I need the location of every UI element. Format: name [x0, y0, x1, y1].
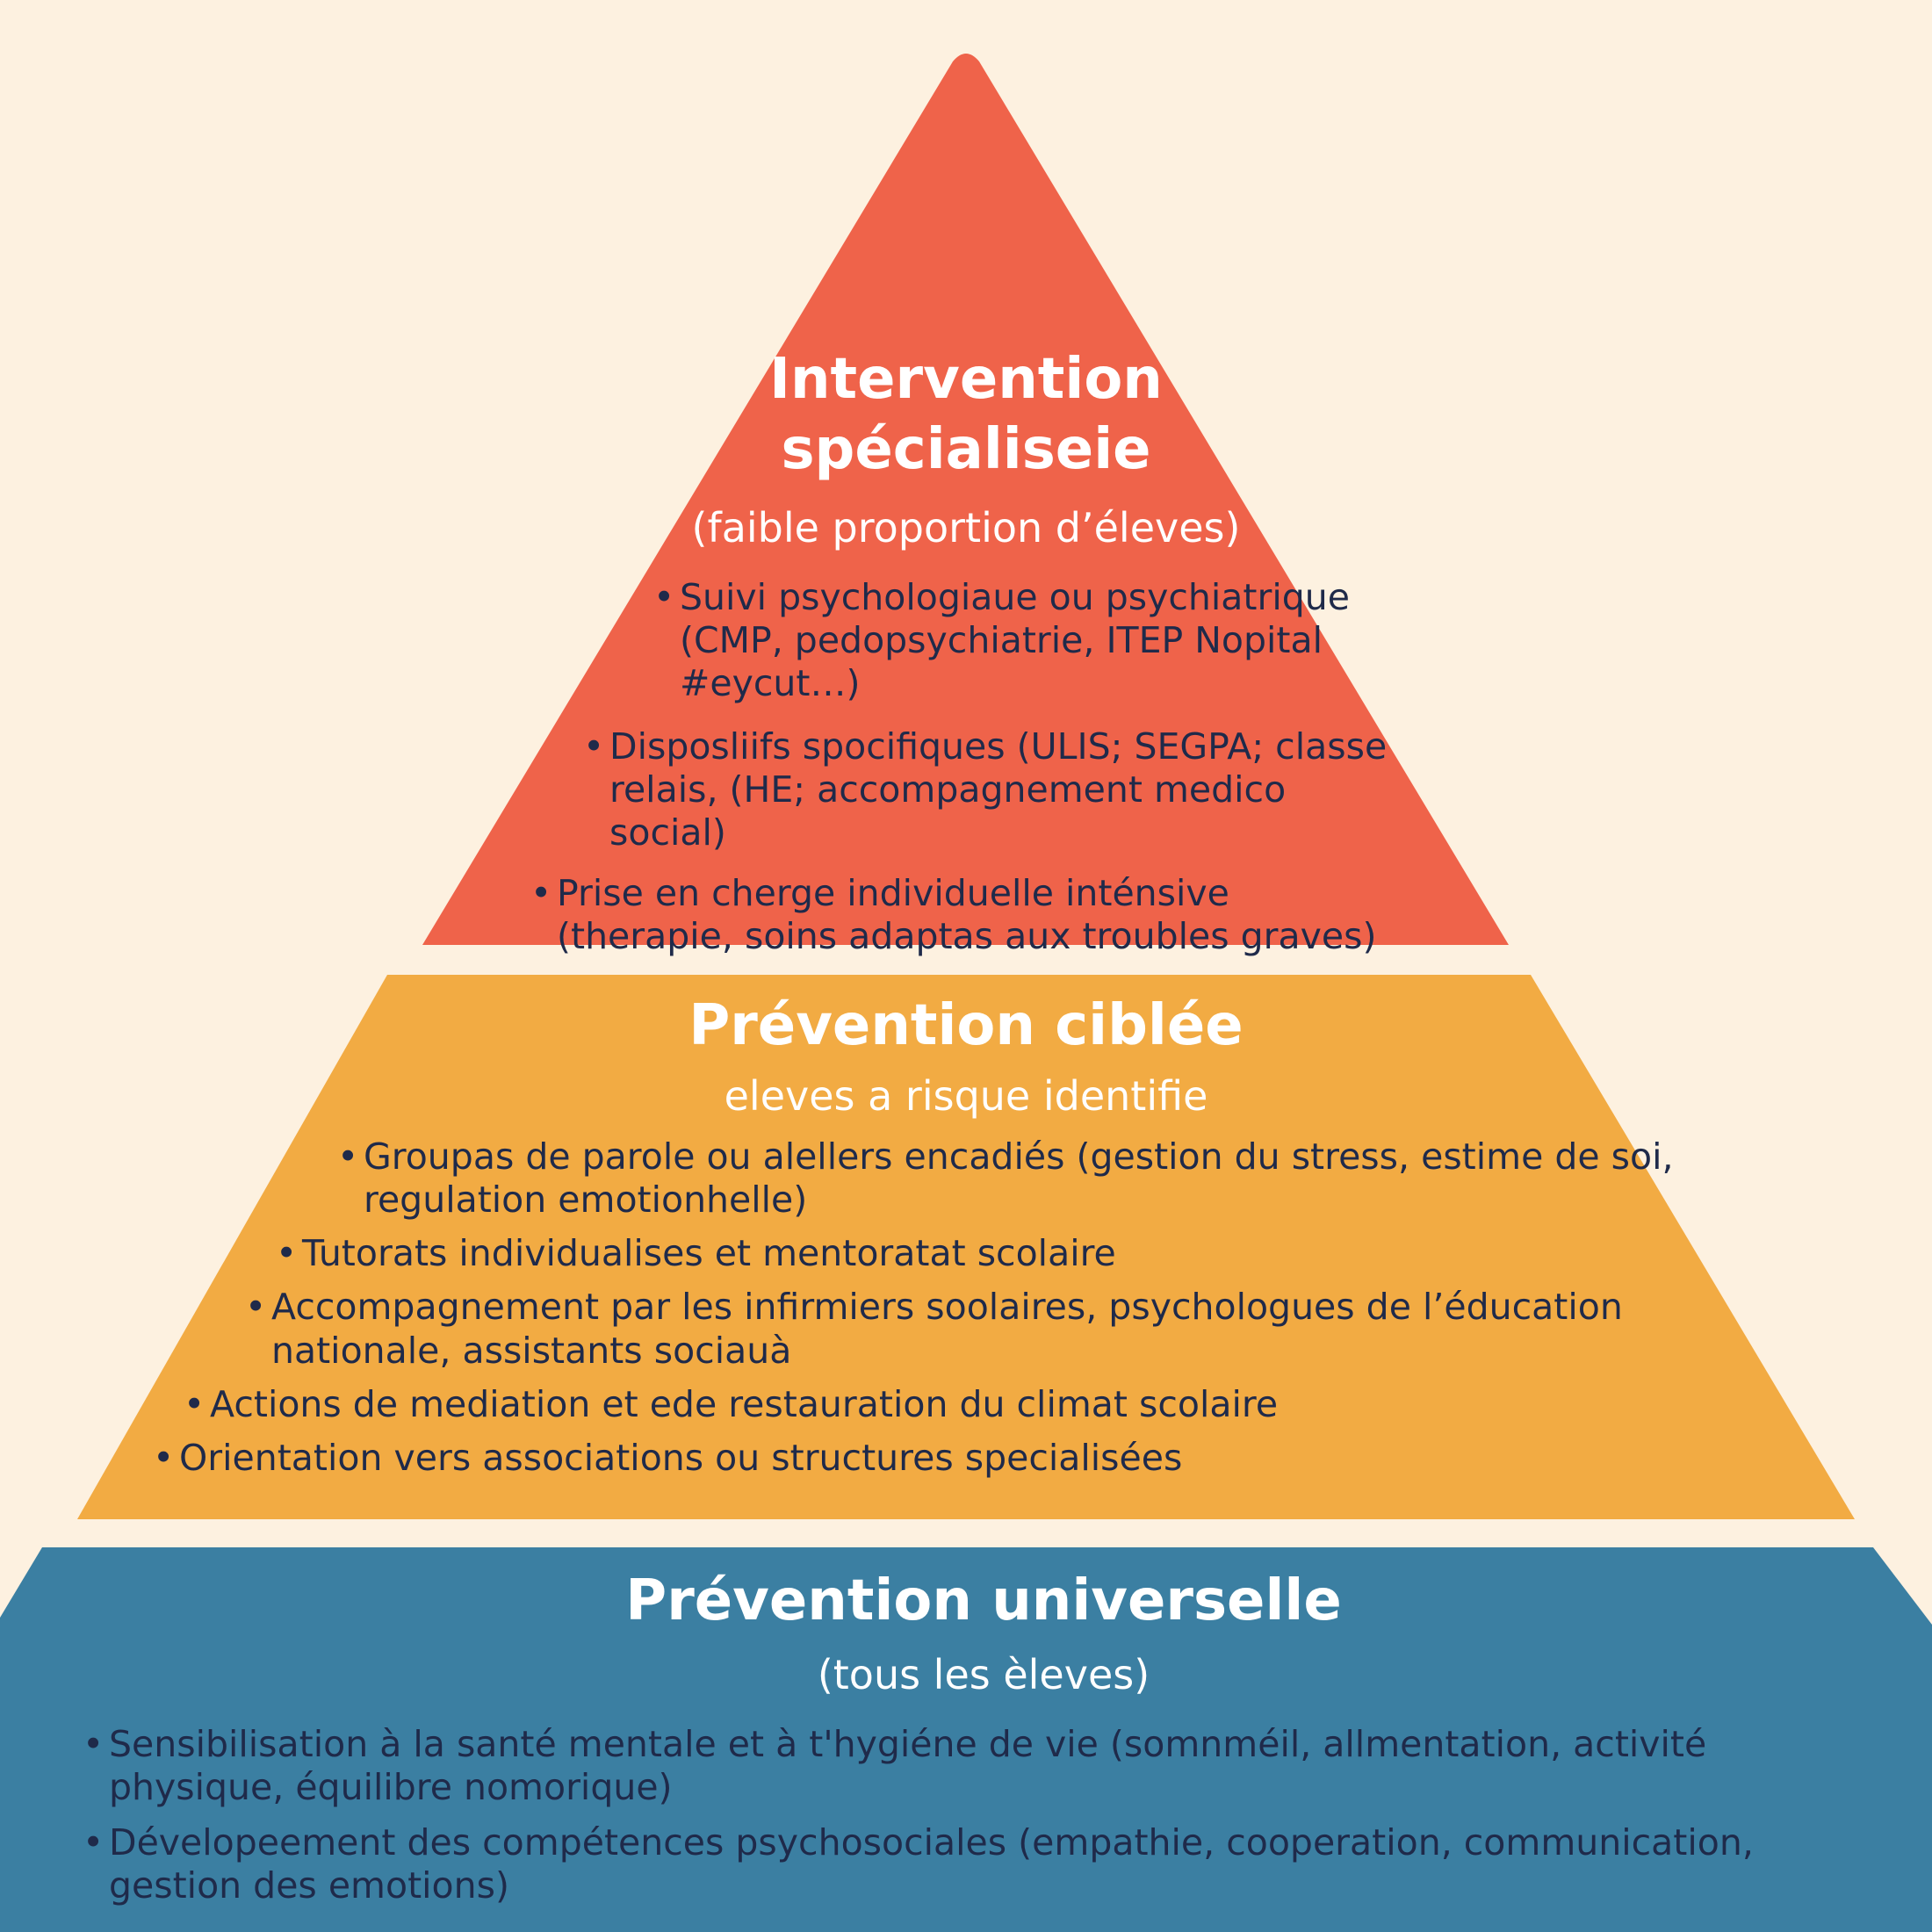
tier-prevention-universelle: [79, 1568, 1888, 1908]
tier-middle-title: Prévention ciblée: [688, 993, 1244, 1058]
list-item: • Tutorats individualises et mentoratat scolaire: [272, 1232, 1619, 1275]
tier-middle-list: [132, 1135, 1800, 1480]
tier-prevention-ciblee: [132, 992, 1800, 1480]
list-item: • Dévelopeement des compétences psychosociales (empathie, cooperation, communication, gestion des emotions): [79, 1821, 1856, 1907]
tier-middle-subtitle: eleves a risque identifie: [724, 1071, 1208, 1120]
tier-bottom-list: [79, 1723, 1888, 1908]
tier-top-title-line2: spécialiseie: [781, 417, 1151, 482]
tier-top-title-line1: Intervention: [769, 347, 1163, 412]
tier-top-list: [518, 576, 1414, 959]
list-item: • Orientation vers associations ou structures specialisées: [149, 1437, 1584, 1480]
list-item: • Accompagnement par les infirmiers soolaires, psychologues de l’éducation nationale, assistants sociauà: [242, 1286, 1712, 1372]
tier-top-subtitle: (faible proportion d’éleves): [691, 504, 1241, 551]
tier-intervention: [518, 344, 1414, 959]
tier-bottom-title: Prévention universelle: [625, 1568, 1342, 1633]
list-item: • Disposliifs spocifiques (ULIS; SEGPA; classe relais, (HE; accompagnement medico social): [580, 725, 1400, 855]
list-item: • Actions de mediation et ede restauration du climat scolaire: [180, 1383, 1615, 1426]
tier-top-title: [518, 344, 1414, 485]
list-item: • Sensibilisation à la santé mentale et à t'hygiéne de vie (somnméil, allmentation, activité physique, équilibre nomorique): [79, 1723, 1856, 1809]
tier-bottom-subtitle: (tous les èleves): [817, 1650, 1150, 1698]
list-item: • Suivi psychologiaue ou psychiatrique (CMP, pedopsychiatrie, ITEP Nopital #eycut…): [650, 576, 1435, 706]
list-item: • Prise en cherge individuelle inténsive (therapie, soins adaptas aux troubles graves): [527, 872, 1400, 958]
list-item: • Groupas de parole ou alellers encadiés (gestion du stress, estime de soi, regulation emotionhelle): [334, 1135, 1681, 1222]
